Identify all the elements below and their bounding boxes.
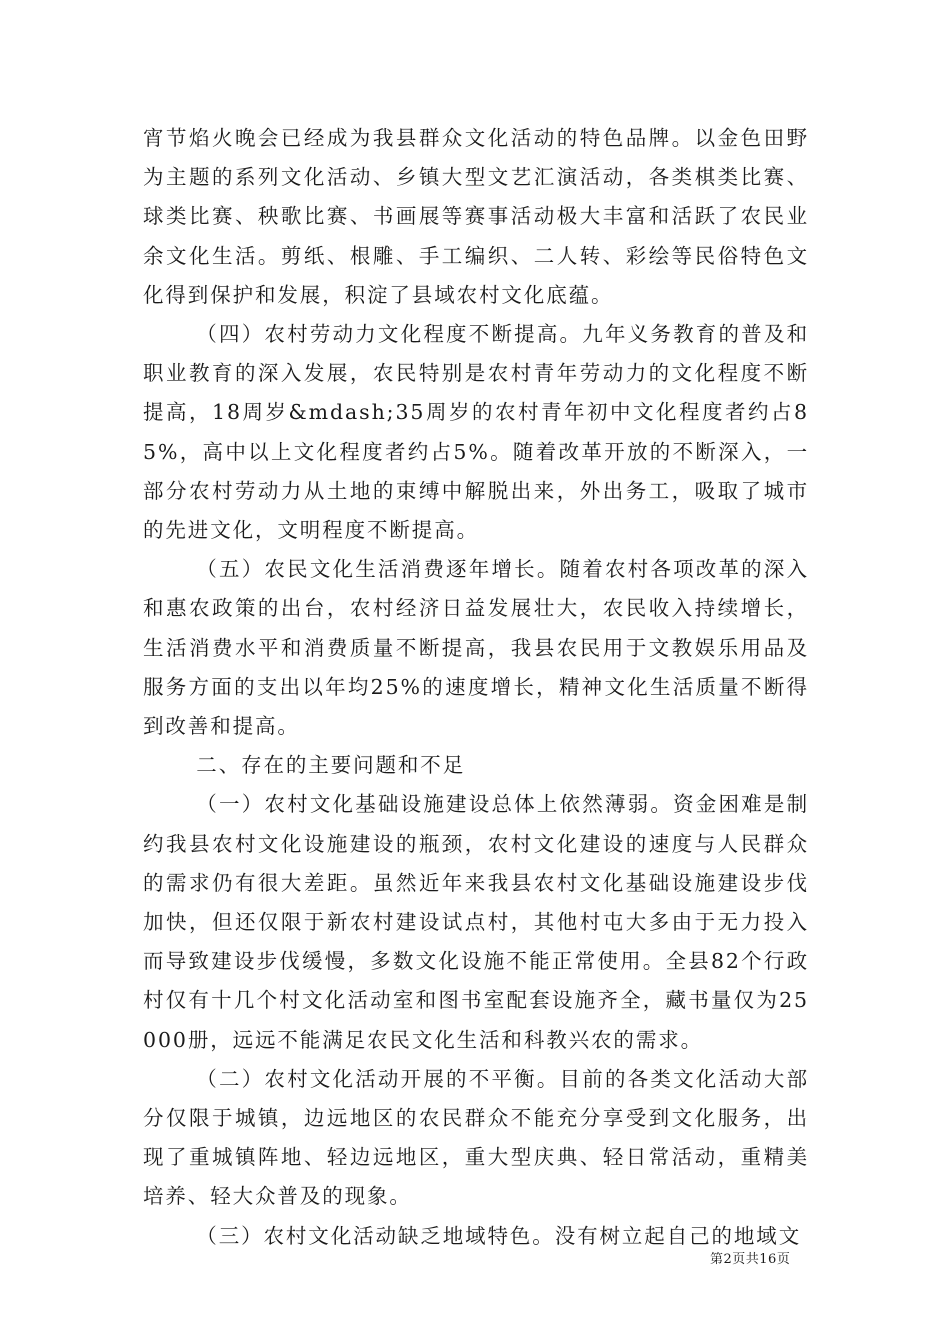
- paragraph-regional-features: （三）农村文化活动缺乏地域特色。没有树立起自己的地域文: [196, 1223, 802, 1248]
- section-heading-problems: 二、存在的主要问题和不足: [196, 753, 466, 778]
- paragraph-activity-imbalance: （二）农村文化活动开展的不平衡。目前的各类文化活动大部分仅限于城镇，边远地区的农民群众不能充分享受到文化服务，出现了重城镇阵地、轻边远地区，重大型庆典、轻日常活动，重精美培养、轻大众普及的现象。: [143, 1066, 809, 1209]
- body-text: [143, 119, 809, 1256]
- paragraph-labor-education: （四）农村劳动力文化程度不断提高。九年义务教育的普及和职业教育的深入发展，农民特别是农村青年劳动力的文化程度不断提高，18周岁&mdash;35周岁的农村青年初中文化程度者约占85%，高中以上文化程度者约占5%。随着改革开放的不断深入，一部分农村劳动力从土地的束缚中解脱出来，外出务工，吸取了城市的先进文化，文明程度不断提高。: [143, 322, 809, 543]
- paragraph-continued-festival: 宵节焰火晚会已经成为我县群众文化活动的特色品牌。以金色田野为主题的系列文化活动、乡镇大型文艺汇演活动，各类棋类比赛、球类比赛、秧歌比赛、书画展等赛事活动极大丰富和活跃了农民业余文化生活。剪纸、根雕、手工编织、二人转、彩绘等民俗特色文化得到保护和发展，积淀了县域农村文化底蕴。: [143, 126, 809, 307]
- paragraph-consumption-growth: （五）农民文化生活消费逐年增长。随着农村各项改革的深入和惠农政策的出台，农村经济日益发展壮大，农民收入持续增长，生活消费水平和消费质量不断提高，我县农民用于文教娱乐用品及服务方面的支出以年均25%的速度增长，精神文化生活质量不断得到改善和提高。: [143, 557, 809, 739]
- page-number: 第2页共16页: [710, 1252, 791, 1267]
- paragraph-infrastructure-weak: （一）农村文化基础设施建设总体上依然薄弱。资金困难是制约我县农村文化设施建设的瓶颈，农村文化建设的速度与人民群众的需求仍有很大差距。虽然近年来我县农村文化基础设施建设步伐加快，但还仅限于新农村建设试点村，其他村屯大多由于无力投入而导致建设步伐缓慢，多数文化设施不能正常使用。全县82个行政村仅有十几个村文化活动室和图书室配套设施齐全，藏书量仅为25000册，远远不能满足农民文化生活和科教兴农的需求。: [143, 792, 809, 1052]
